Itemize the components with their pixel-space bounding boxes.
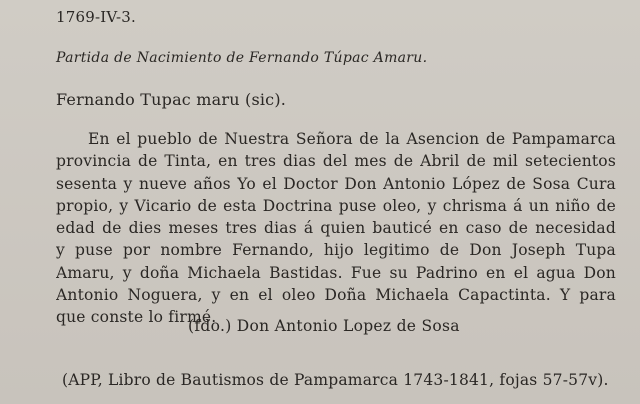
body-paragraph — [56, 128, 616, 329]
body-line: edad de dies meses tres dias á quien bauticé en caso de necesidad — [56, 219, 616, 238]
body-line: que conste lo firmé. — [56, 308, 217, 327]
body-line: provincia de Tinta, en tres dias del mes de Abril de mil setecientos — [56, 152, 616, 171]
body-line: sesenta y nueve años Yo el Doctor Don Antonio López de Sosa Cura — [56, 174, 616, 193]
signature-line: (fdo.) Don Antonio Lopez de Sosa — [188, 317, 460, 335]
document-title: Partida de Nacimiento de Fernando Túpac Amaru. — [56, 50, 428, 66]
document-reference-id: 1769-IV-3. — [56, 8, 137, 26]
body-line: Amaru, y doña Michaela Bastidas. Fue su Padrino en el agua Don — [56, 263, 616, 282]
document-subject: Fernando Tupac maru (sic). — [56, 90, 287, 109]
body-line: Antonio Noguera, y en el oleo Doña Michaela Capactinta. Y para — [56, 286, 616, 305]
body-line: En el pueblo de Nuestra Señora de la Asencion de Pampamarca — [88, 130, 616, 148]
body-line: propio, y Vicario de esta Doctrina puse oleo, y chrisma á un niño de — [56, 196, 616, 215]
archive-citation: (APP, Libro de Bautismos de Pampamarca 1743-1841, fojas 57-57v). — [62, 371, 609, 389]
body-line: y puse por nombre Fernando, hijo legitimo de Don Joseph Tupa — [56, 241, 616, 260]
